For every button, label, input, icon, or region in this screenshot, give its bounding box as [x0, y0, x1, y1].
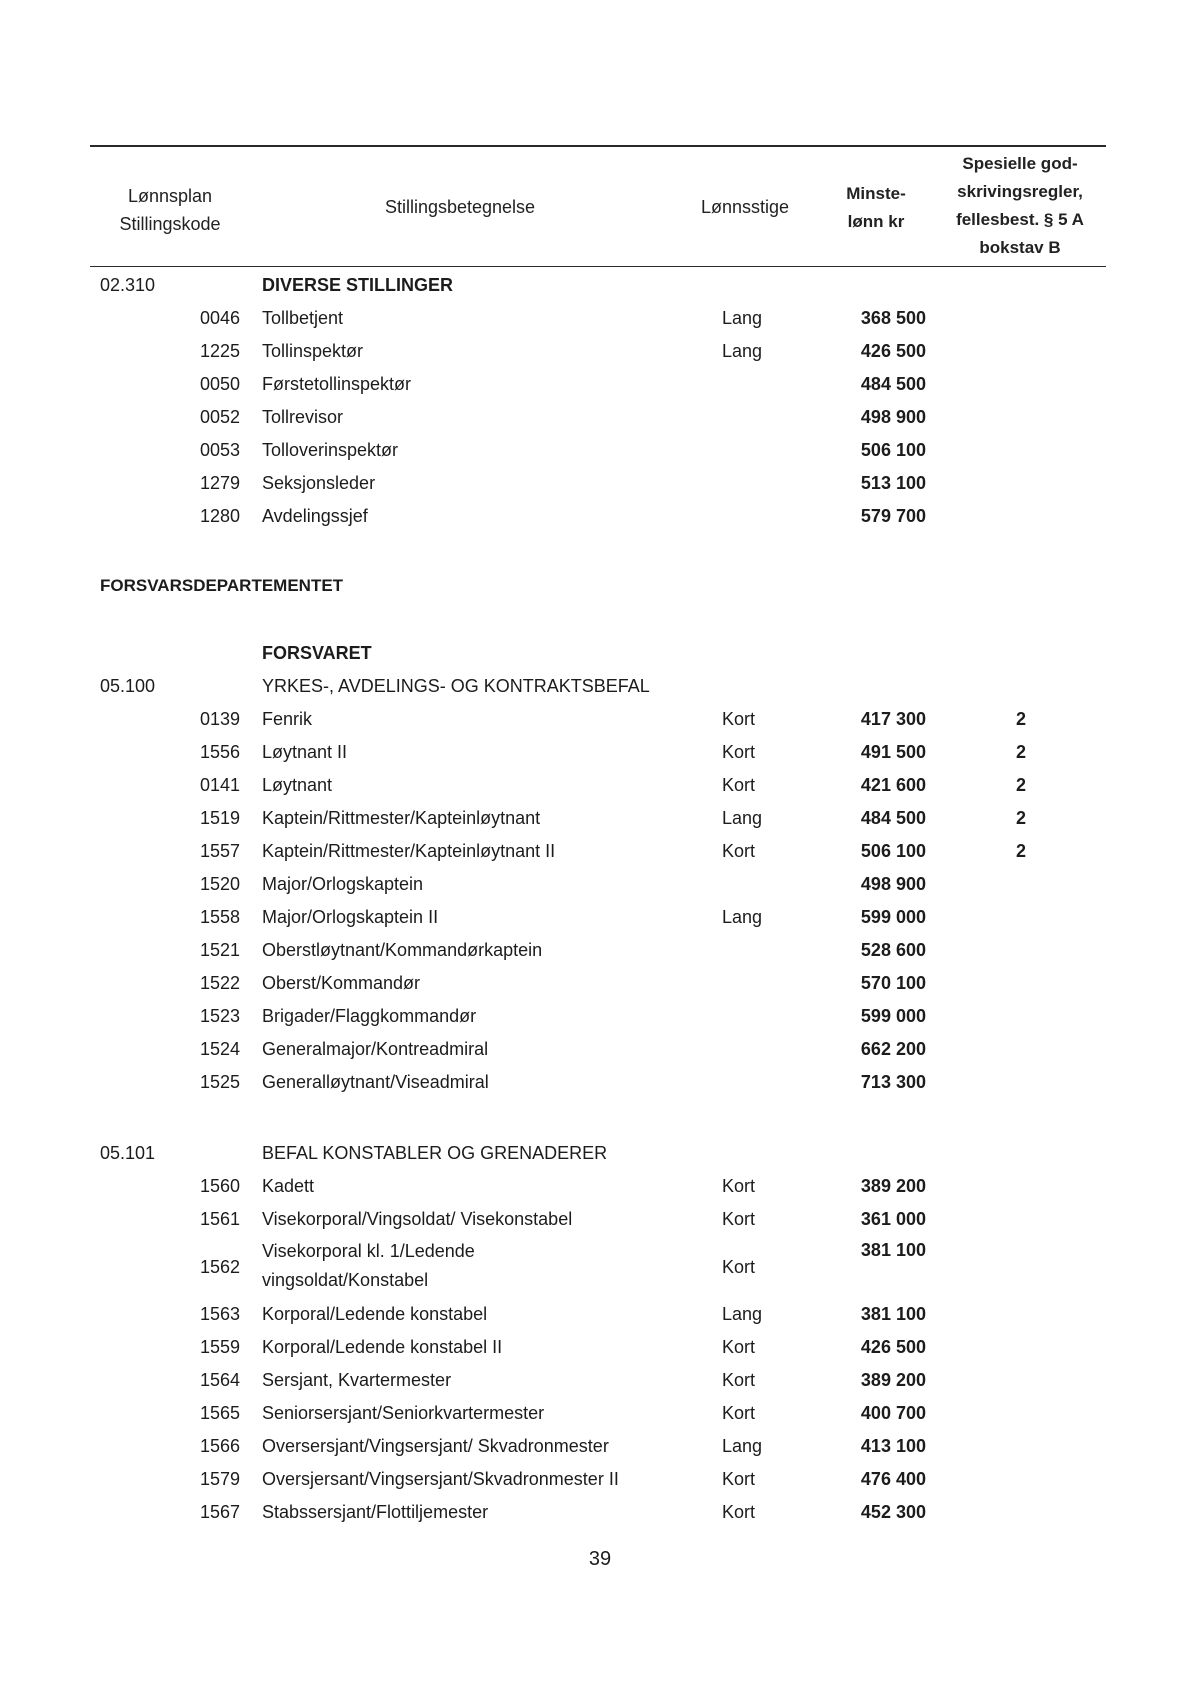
lonnsstige-cell: Kort	[722, 1257, 756, 1277]
godskriving-cell: 2	[1016, 841, 1027, 861]
stillingskode-cell: 1557	[199, 841, 240, 861]
stillingskode-cell: 1567	[199, 1502, 240, 1522]
stillingsbetegnelse-cell: Generalmajor/Kontreadmiral	[262, 1039, 489, 1059]
header-lonnsplan-stillingskode: Lønnsplan Stillingskode	[119, 186, 221, 234]
stillingsbetegnelse-cell: Seksjonsleder	[262, 473, 376, 493]
minstelonn-cell: 361 000	[860, 1209, 926, 1229]
godskriving-cell: 2	[1016, 742, 1027, 762]
table-row	[0, 1001, 1200, 1031]
stillingskode-cell: 1521	[199, 940, 240, 960]
table-row	[0, 770, 1200, 800]
minstelonn-cell: 528 600	[860, 940, 926, 960]
minstelonn-cell: 426 500	[860, 1337, 926, 1357]
header-minstelonn: Minste-lønn kr	[846, 184, 906, 231]
table-row	[0, 1398, 1200, 1428]
stillingskode-cell: 1525	[199, 1072, 240, 1092]
table-row	[0, 501, 1200, 531]
lonnsplan-cell: 05.100	[100, 676, 156, 696]
lonnsstige-cell: Lang	[722, 1436, 763, 1456]
minstelonn-cell: 579 700	[860, 506, 926, 526]
minstelonn-cell: 484 500	[860, 374, 926, 394]
lonnsstige-cell: Lang	[722, 907, 763, 927]
lonnsstige-cell: Kort	[722, 1209, 756, 1229]
table-row	[0, 671, 1200, 701]
stillingsbetegnelse-cell: Tollrevisor	[262, 407, 344, 427]
minstelonn-cell: 570 100	[860, 973, 926, 993]
lonnsstige-cell: Kort	[722, 1176, 756, 1196]
department-heading: FORSVARSDEPARTEMENTET	[100, 576, 344, 595]
stillingsbetegnelse-cell: Seniorsersjant/Seniorkvartermester	[262, 1403, 545, 1423]
stillingskode-cell: 1562	[199, 1257, 240, 1277]
table-row	[0, 1497, 1200, 1527]
stillingsbetegnelse-cell: Kaptein/Rittmester/Kapteinløytnant II	[262, 841, 556, 861]
stillingskode-cell: 0053	[199, 440, 240, 460]
table-row	[0, 402, 1200, 432]
stillingsbetegnelse-cell: Oberstløytnant/Kommandørkaptein	[262, 940, 543, 960]
table-row	[0, 704, 1200, 734]
lonnsstige-cell: Kort	[722, 841, 756, 861]
stillingskode-cell: 1558	[199, 907, 240, 927]
godskriving-cell: 2	[1016, 775, 1027, 795]
stillingsbetegnelse-cell: Tollbetjent	[262, 308, 344, 328]
stillingsbetegnelse-cell: Visekorporal/Vingsoldat/ Visekonstabel	[262, 1209, 573, 1229]
stillingsbetegnelse-cell: Korporal/Ledende konstabel	[262, 1304, 488, 1324]
stillingskode-cell: 1225	[199, 341, 240, 361]
minstelonn-cell: 381 100	[860, 1304, 926, 1324]
stillingskode-cell: 1519	[199, 808, 240, 828]
minstelonn-cell: 421 600	[860, 775, 926, 795]
section-subheading: YRKES-, AVDELINGS- OG KONTRAKTSBEFAL	[262, 676, 650, 696]
stillingsbetegnelse-cell: Oversjersant/Vingsersjant/Skvadronmester II	[262, 1469, 619, 1489]
stillingskode-cell: 0050	[199, 374, 240, 394]
lonnsstige-cell: Kort	[722, 1337, 756, 1357]
lonnsstige-cell: Lang	[722, 808, 763, 828]
header-top-rule	[90, 145, 1106, 147]
minstelonn-cell: 513 100	[860, 473, 926, 493]
table-row	[0, 1171, 1200, 1201]
section-subheading: BEFAL KONSTABLER OG GRENADERER	[262, 1143, 608, 1163]
minstelonn-cell: 400 700	[860, 1403, 926, 1423]
stillingsbetegnelse-cell: Generalløytnant/Viseadmiral	[262, 1072, 489, 1092]
stillingskode-cell: 1563	[199, 1304, 240, 1324]
stillingskode-cell: 1565	[199, 1403, 240, 1423]
stillingskode-cell: 1564	[199, 1370, 240, 1390]
stillingsbetegnelse-cell: Avdelingssjef	[262, 506, 368, 526]
stillingsbetegnelse-cell: Stabssersjant/Flottiljemester	[262, 1502, 489, 1522]
stillingsbetegnelse-cell: Visekorporal kl. 1/Ledende vingsoldat/Konstabel	[262, 1241, 475, 1290]
table-row	[0, 935, 1200, 965]
stillingskode-cell: 1520	[199, 874, 240, 894]
stillingskode-cell: 0141	[199, 775, 240, 795]
table-row	[0, 836, 1200, 866]
table-row	[0, 468, 1200, 498]
stillingskode-cell: 1524	[199, 1039, 240, 1059]
header-bottom-rule	[90, 266, 1106, 267]
lonnsstige-cell: Kort	[722, 1502, 756, 1522]
minstelonn-cell: 498 900	[860, 874, 926, 894]
page-number: 39	[588, 1548, 612, 1570]
table-row	[0, 336, 1200, 366]
section-heading: DIVERSE STILLINGER	[262, 275, 454, 295]
lonnsplan-cell: 02.310	[100, 275, 156, 295]
stillingsbetegnelse-cell: Kadett	[262, 1176, 315, 1196]
stillingsbetegnelse-cell: Løytnant	[262, 775, 333, 795]
minstelonn-cell: 452 300	[860, 1502, 926, 1522]
stillingskode-cell: 1523	[199, 1006, 240, 1026]
minstelonn-cell: 389 200	[860, 1370, 926, 1390]
stillingsbetegnelse-cell: Kaptein/Rittmester/Kapteinløytnant	[262, 808, 541, 828]
table-row	[0, 1067, 1200, 1097]
stillingsbetegnelse-cell: Major/Orlogskaptein	[262, 874, 424, 894]
lonnsstige-cell: Kort	[722, 1403, 756, 1423]
minstelonn-cell: 662 200	[860, 1039, 926, 1059]
minstelonn-cell: 491 500	[860, 742, 926, 762]
table-row	[0, 1034, 1200, 1064]
table-row	[0, 270, 1200, 300]
table-row	[0, 1365, 1200, 1395]
table-row	[0, 303, 1200, 333]
table-row	[0, 1332, 1200, 1362]
header-stillingsbetegnelse: Stillingsbetegnelse	[384, 197, 536, 217]
stillingskode-cell: 1560	[199, 1176, 240, 1196]
table-row	[0, 1237, 1200, 1295]
minstelonn-cell: 381 100	[860, 1240, 926, 1260]
stillingsbetegnelse-cell: Major/Orlogskaptein II	[262, 907, 439, 927]
table-row	[0, 1138, 1200, 1168]
stillingskode-cell: 1559	[199, 1337, 240, 1357]
stillingskode-cell: 1556	[199, 742, 240, 762]
godskriving-cell: 2	[1016, 808, 1027, 828]
lonnsstige-cell: Lang	[722, 341, 763, 361]
table-row	[0, 803, 1200, 833]
minstelonn-cell: 426 500	[860, 341, 926, 361]
stillingskode-cell: 1579	[199, 1469, 240, 1489]
lonnsstige-cell: Kort	[722, 1370, 756, 1390]
table-row	[0, 1431, 1200, 1461]
godskriving-cell: 2	[1016, 709, 1027, 729]
minstelonn-cell: 476 400	[860, 1469, 926, 1489]
section-heading: FORSVARET	[262, 643, 372, 663]
lonnsstige-cell: Kort	[722, 742, 756, 762]
table-row	[0, 435, 1200, 465]
lonnsstige-cell: Lang	[722, 1304, 763, 1324]
header-spesielle-godskrivingsregler: Spesielle god-skrivingsregler, fellesbest. § 5 A bokstav B	[956, 154, 1084, 257]
table-row	[0, 869, 1200, 899]
lonnsplan-cell: 05.101	[100, 1143, 156, 1163]
stillingsbetegnelse-cell: Tollinspektør	[262, 341, 364, 361]
stillingsbetegnelse-cell: Brigader/Flaggkommandør	[262, 1006, 477, 1026]
stillingskode-cell: 0139	[199, 709, 240, 729]
lonnsstige-cell: Lang	[722, 308, 763, 328]
stillingskode-cell: 1566	[199, 1436, 240, 1456]
minstelonn-cell: 599 000	[860, 1006, 926, 1026]
minstelonn-cell: 498 900	[860, 407, 926, 427]
table-row	[0, 968, 1200, 998]
stillingsbetegnelse-cell: Oversersjant/Vingsersjant/ Skvadronmester	[262, 1436, 609, 1456]
stillingsbetegnelse-cell: Løytnant II	[262, 742, 348, 762]
lonnsstige-cell: Kort	[722, 775, 756, 795]
minstelonn-cell: 713 300	[860, 1072, 926, 1092]
minstelonn-cell: 417 300	[860, 709, 926, 729]
table-row	[0, 638, 1200, 668]
stillingsbetegnelse-cell: Fenrik	[262, 709, 313, 729]
minstelonn-cell: 506 100	[860, 841, 926, 861]
stillingsbetegnelse-cell: Korporal/Ledende konstabel II	[262, 1337, 503, 1357]
minstelonn-cell: 506 100	[860, 440, 926, 460]
stillingskode-cell: 1561	[199, 1209, 240, 1229]
minstelonn-cell: 484 500	[860, 808, 926, 828]
lonnsstige-cell: Kort	[722, 1469, 756, 1489]
stillingskode-cell: 1280	[199, 506, 240, 526]
header-lonnsstige: Lønnsstige	[700, 197, 790, 217]
minstelonn-cell: 599 000	[860, 907, 926, 927]
lonnsstige-cell: Kort	[722, 709, 756, 729]
table-row	[0, 1464, 1200, 1494]
minstelonn-cell: 413 100	[860, 1436, 926, 1456]
table-row	[0, 1204, 1200, 1234]
table-row	[0, 1299, 1200, 1329]
stillingskode-cell: 1522	[199, 973, 240, 993]
stillingsbetegnelse-cell: Tolloverinspektør	[262, 440, 399, 460]
table-row	[0, 902, 1200, 932]
stillingsbetegnelse-cell: Oberst/Kommandør	[262, 973, 421, 993]
table-row	[0, 369, 1200, 399]
stillingskode-cell: 0046	[199, 308, 240, 328]
stillingsbetegnelse-cell: Sersjant, Kvartermester	[262, 1370, 452, 1390]
stillingsbetegnelse-cell: Førstetollinspektør	[262, 374, 412, 394]
table-row	[0, 737, 1200, 767]
minstelonn-cell: 389 200	[860, 1176, 926, 1196]
stillingskode-cell: 1279	[199, 473, 240, 493]
stillingskode-cell: 0052	[199, 407, 240, 427]
minstelonn-cell: 368 500	[860, 308, 926, 328]
